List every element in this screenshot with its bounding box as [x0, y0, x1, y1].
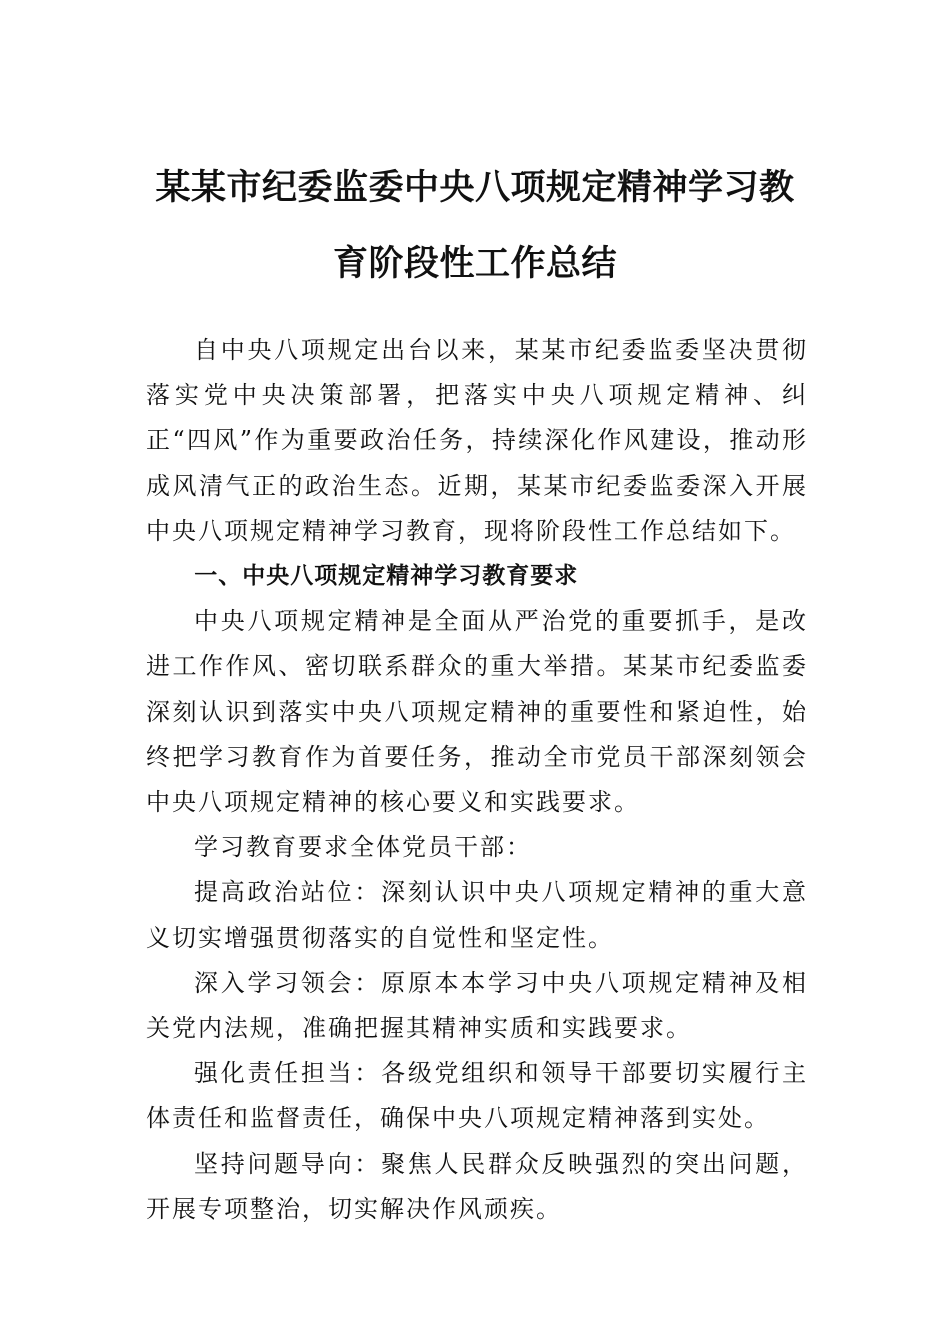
requirement-item: 提高政治站位：深刻认识中央八项规定精神的重大意义切实增强贯彻落实的自觉性和坚定性。 [146, 878, 808, 952]
section-paragraph: 中央八项规定精神是全面从严治党的重要抓手，是改进工作作风、密切联系群众的重大举措。某某市纪委监委深刻认识到落实中央八项规定精神的重要性和紧迫性，始终把学习教育作为首要任务，推动全市党员干部深刻领会中央八项规定精神的核心要义和实践要求。 [146, 607, 808, 817]
document-body [146, 328, 808, 1232]
requirements-intro: 学习教育要求全体党员干部： [194, 833, 532, 862]
requirement-item: 深入学习领会：原原本本学习中央八项规定精神及相关党内法规，准确把握其精神实质和实践要求。 [146, 968, 808, 1043]
document-title: 某某市纪委监委中央八项规定精神学习教育阶段性工作总结 [155, 167, 795, 284]
requirement-item: 坚持问题导向：聚焦人民群众反映强烈的突出问题，开展专项整治，切实解决作风顽疾。 [146, 1149, 808, 1223]
section-heading: 一、中央八项规定精神学习教育要求 [194, 563, 579, 590]
requirement-item: 强化责任担当：各级党组织和领导干部要切实履行主体责任和监督责任，确保中央八项规定精神落到实处。 [146, 1059, 808, 1133]
intro-paragraph: 自中央八项规定出台以来，某某市纪委监委坚决贯彻落实党中央决策部署，把落实中央八项规定精神、纠正“四风”作为重要政治任务，持续深化作风建设，推动形成风清气正的政治生态。近期，某某市纪委监委深入开展中央八项规定精神学习教育，现将阶段性工作总结如下。 [146, 336, 808, 545]
